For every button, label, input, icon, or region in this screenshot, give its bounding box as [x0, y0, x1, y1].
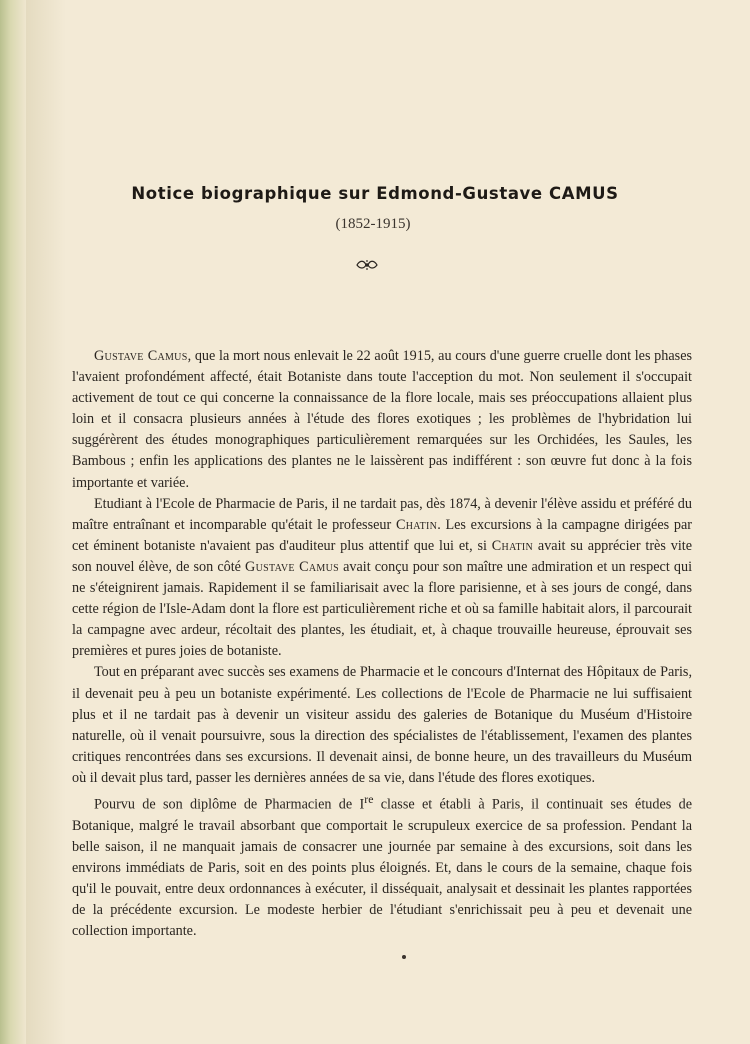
- paragraph-3: [72, 662, 692, 789]
- paragraph-text: Etudiant à l'Ecole de Pharmacie de Paris, il ne tardait pas, dès 1874, à devenir l'élève assidu et préféré du maître entraînant et incomparable qu'était le professeur: [72, 495, 692, 533]
- paragraph-text: avait su apprécier très vite son nouvel élève, de son côté: [72, 537, 692, 575]
- paragraph-text: Tout en préparant avec succès ses examens de Pharmacie et le concours d'Internat des Hôpitaux de Paris, il devenait peu à peu un botaniste expérimenté. Les collections de l'Ecole de Pharmacie ne lui suffisaient plus et il ne tardait pas à devenir un visiteur assidu des galeries de Botanique du Muséum d'Histoire naturelle, où il venait poursuivre, sous la direction des spécialistes de l'établissement, l'examen des plantes critiques rencontrées dans ses excursions. Il devenait ainsi, de bonne heure, un des travailleurs du Muséum où il devait plus tard, passer les dernières années de sa vie, dans l'étude des flores exotiques.: [72, 664, 692, 786]
- name-smallcaps: Chatin: [491, 537, 534, 554]
- body-text: [72, 346, 692, 942]
- paragraph-text: . Les excursions à la campagne dirigées par cet éminent botaniste n'avaient pas d'auditeur plus attentif que lui et, si: [72, 516, 693, 554]
- paragraph-text: avait conçu pour son maître une admiration et un respect qui ne s'éteignirent jamais. Rapidement il se familiarisait avec la flore parisienne, et à ses jours de congé, dans cette région de l'Isle-Adam dont la flore est particulièrement riche et où sa famille habitait alors, il parcourait la campagne avec ardeur, récoltait des plantes, les étudiait, et, à chaque trouvaille heureuse, éprouvait ses premières et pures joies de botaniste.: [72, 558, 693, 660]
- paragraph-text: classe et établi à Paris, il continuait ses études de Botanique, malgré le travail absorbant que comportait le scrupuleux exercice de sa profession. Pendant la belle saison, il ne manquait jamais de consacrer une journée par semaine à des excursions, soit dans les environs immédiats de Paris, soit en des points plus éloignés. Et, dans le cours de la semaine, chaque fois qu'il le pouvait, entre deux ordonnances à exécuter, il disséquait, analysait et dessinait les plantes rapportées de la précédente excursion. Le modeste herbier de l'étudiant s'enrichissait peu à peu et devenait une collection importante.: [72, 796, 693, 940]
- paragraph-1: [72, 346, 692, 494]
- page-binding-edge: [0, 0, 26, 1044]
- name-smallcaps: Chatin: [395, 516, 438, 533]
- superscript: re: [364, 791, 374, 806]
- page-mark: [402, 955, 406, 959]
- name-smallcaps: Gustave Camus: [94, 348, 188, 364]
- fleuron-icon: [355, 258, 379, 272]
- name-smallcaps: Gustave Camus: [245, 558, 339, 575]
- page-shadow: [26, 0, 66, 1044]
- paragraph-text: Pourvu de son diplôme de Pharmacien de I: [94, 796, 365, 813]
- paragraph-4: [72, 789, 692, 942]
- life-dates: (1852-1915): [335, 216, 411, 232]
- paragraph-text: , que la mort nous enlevait le 22 août 1915, au cours d'une guerre cruelle dont les phases l'avaient profondément affecté, était Botaniste dans toute l'acception du mot. Non seulement il s'occupait activement de tout ce qui concerne la connaissance de la flore locale, mais ses préoccupations allaient plus loin et il consacra plusieurs années à l'étude des flores exotiques ; les problèmes de l'hybridation lui suggérèrent des études monographiques particulièrement remarquées sur les Orchidées, les Saules, les Bambous ; enfin les applications des plantes ne le laissèrent pas indifférent : son œuvre fut donc à la fois importante et variée.: [72, 348, 693, 491]
- paragraph-2: [72, 494, 692, 663]
- page-title: Notice biographique sur Edmond-Gustave CAMUS: [131, 184, 619, 203]
